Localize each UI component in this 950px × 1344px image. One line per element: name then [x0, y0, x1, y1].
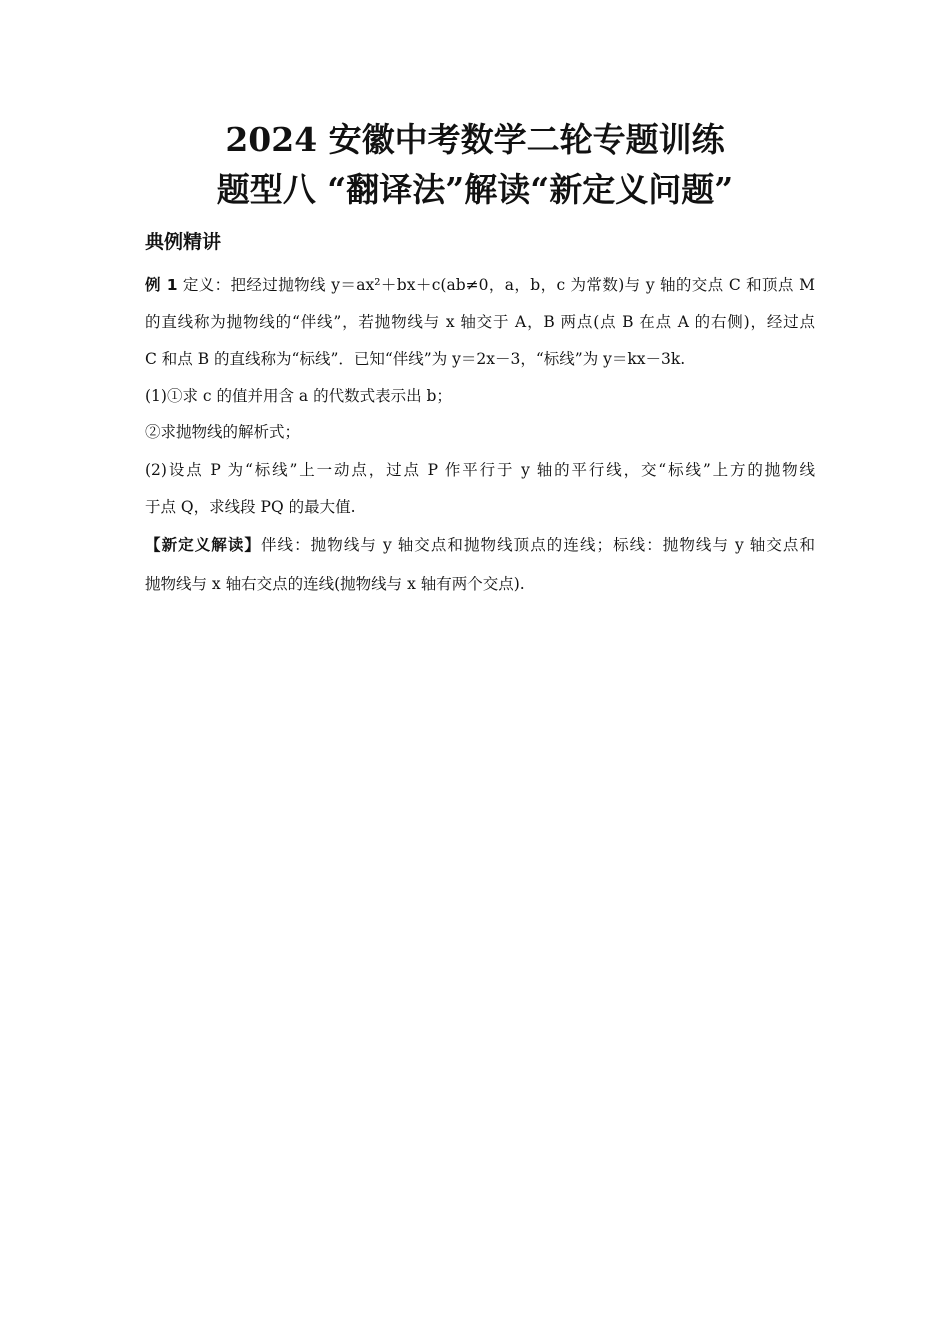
- example-line-1: [145, 274, 815, 296]
- interpretation-text-1: 伴线：抛物线与 y 轴交点和抛物线顶点的连线；标线：抛物线与 y 轴交点和: [260, 536, 815, 554]
- example-line-3: C 和点 B 的直线称为“标线”．已知“伴线”为 y＝2x－3，“标线”为 y＝kx－3k.: [145, 350, 686, 368]
- question-2-line-1: (2)设点 P 为“标线”上一动点，过点 P 作平行于 y 轴的平行线，交“标线”上方的抛物线: [145, 461, 815, 479]
- example-label: 例 1: [145, 276, 178, 294]
- page-title: 2024 安徽中考数学二轮专题训练: [225, 120, 725, 159]
- question-1-part-1: (1)①求 c 的值并用含 a 的代数式表示出 b；: [145, 387, 452, 405]
- question-2-line-2: 于点 Q，求线段 PQ 的最大值.: [145, 498, 356, 516]
- example-line-2: 的直线称为抛物线的“伴线”，若抛物线与 x 轴交于 A，B 两点(点 B 在点 A 的右侧)，经过点: [145, 313, 815, 331]
- example-text-1: 定义：把经过抛物线 y＝ax²＋bx＋c(ab≠0，a，b，c 为常数)与 y 轴的交点 C 和顶点 M: [182, 276, 815, 294]
- interpretation-line-2: 抛物线与 x 轴右交点的连线(抛物线与 x 轴有两个交点).: [145, 575, 525, 593]
- page-subtitle: 题型八 “翻译法”解读“新定义问题”: [216, 170, 734, 209]
- interpretation-line-1: [145, 534, 815, 556]
- question-1-part-2: ②求抛物线的解析式；: [145, 423, 301, 441]
- interpretation-label: 【新定义解读】: [145, 536, 261, 554]
- section-heading: 典例精讲: [145, 231, 222, 253]
